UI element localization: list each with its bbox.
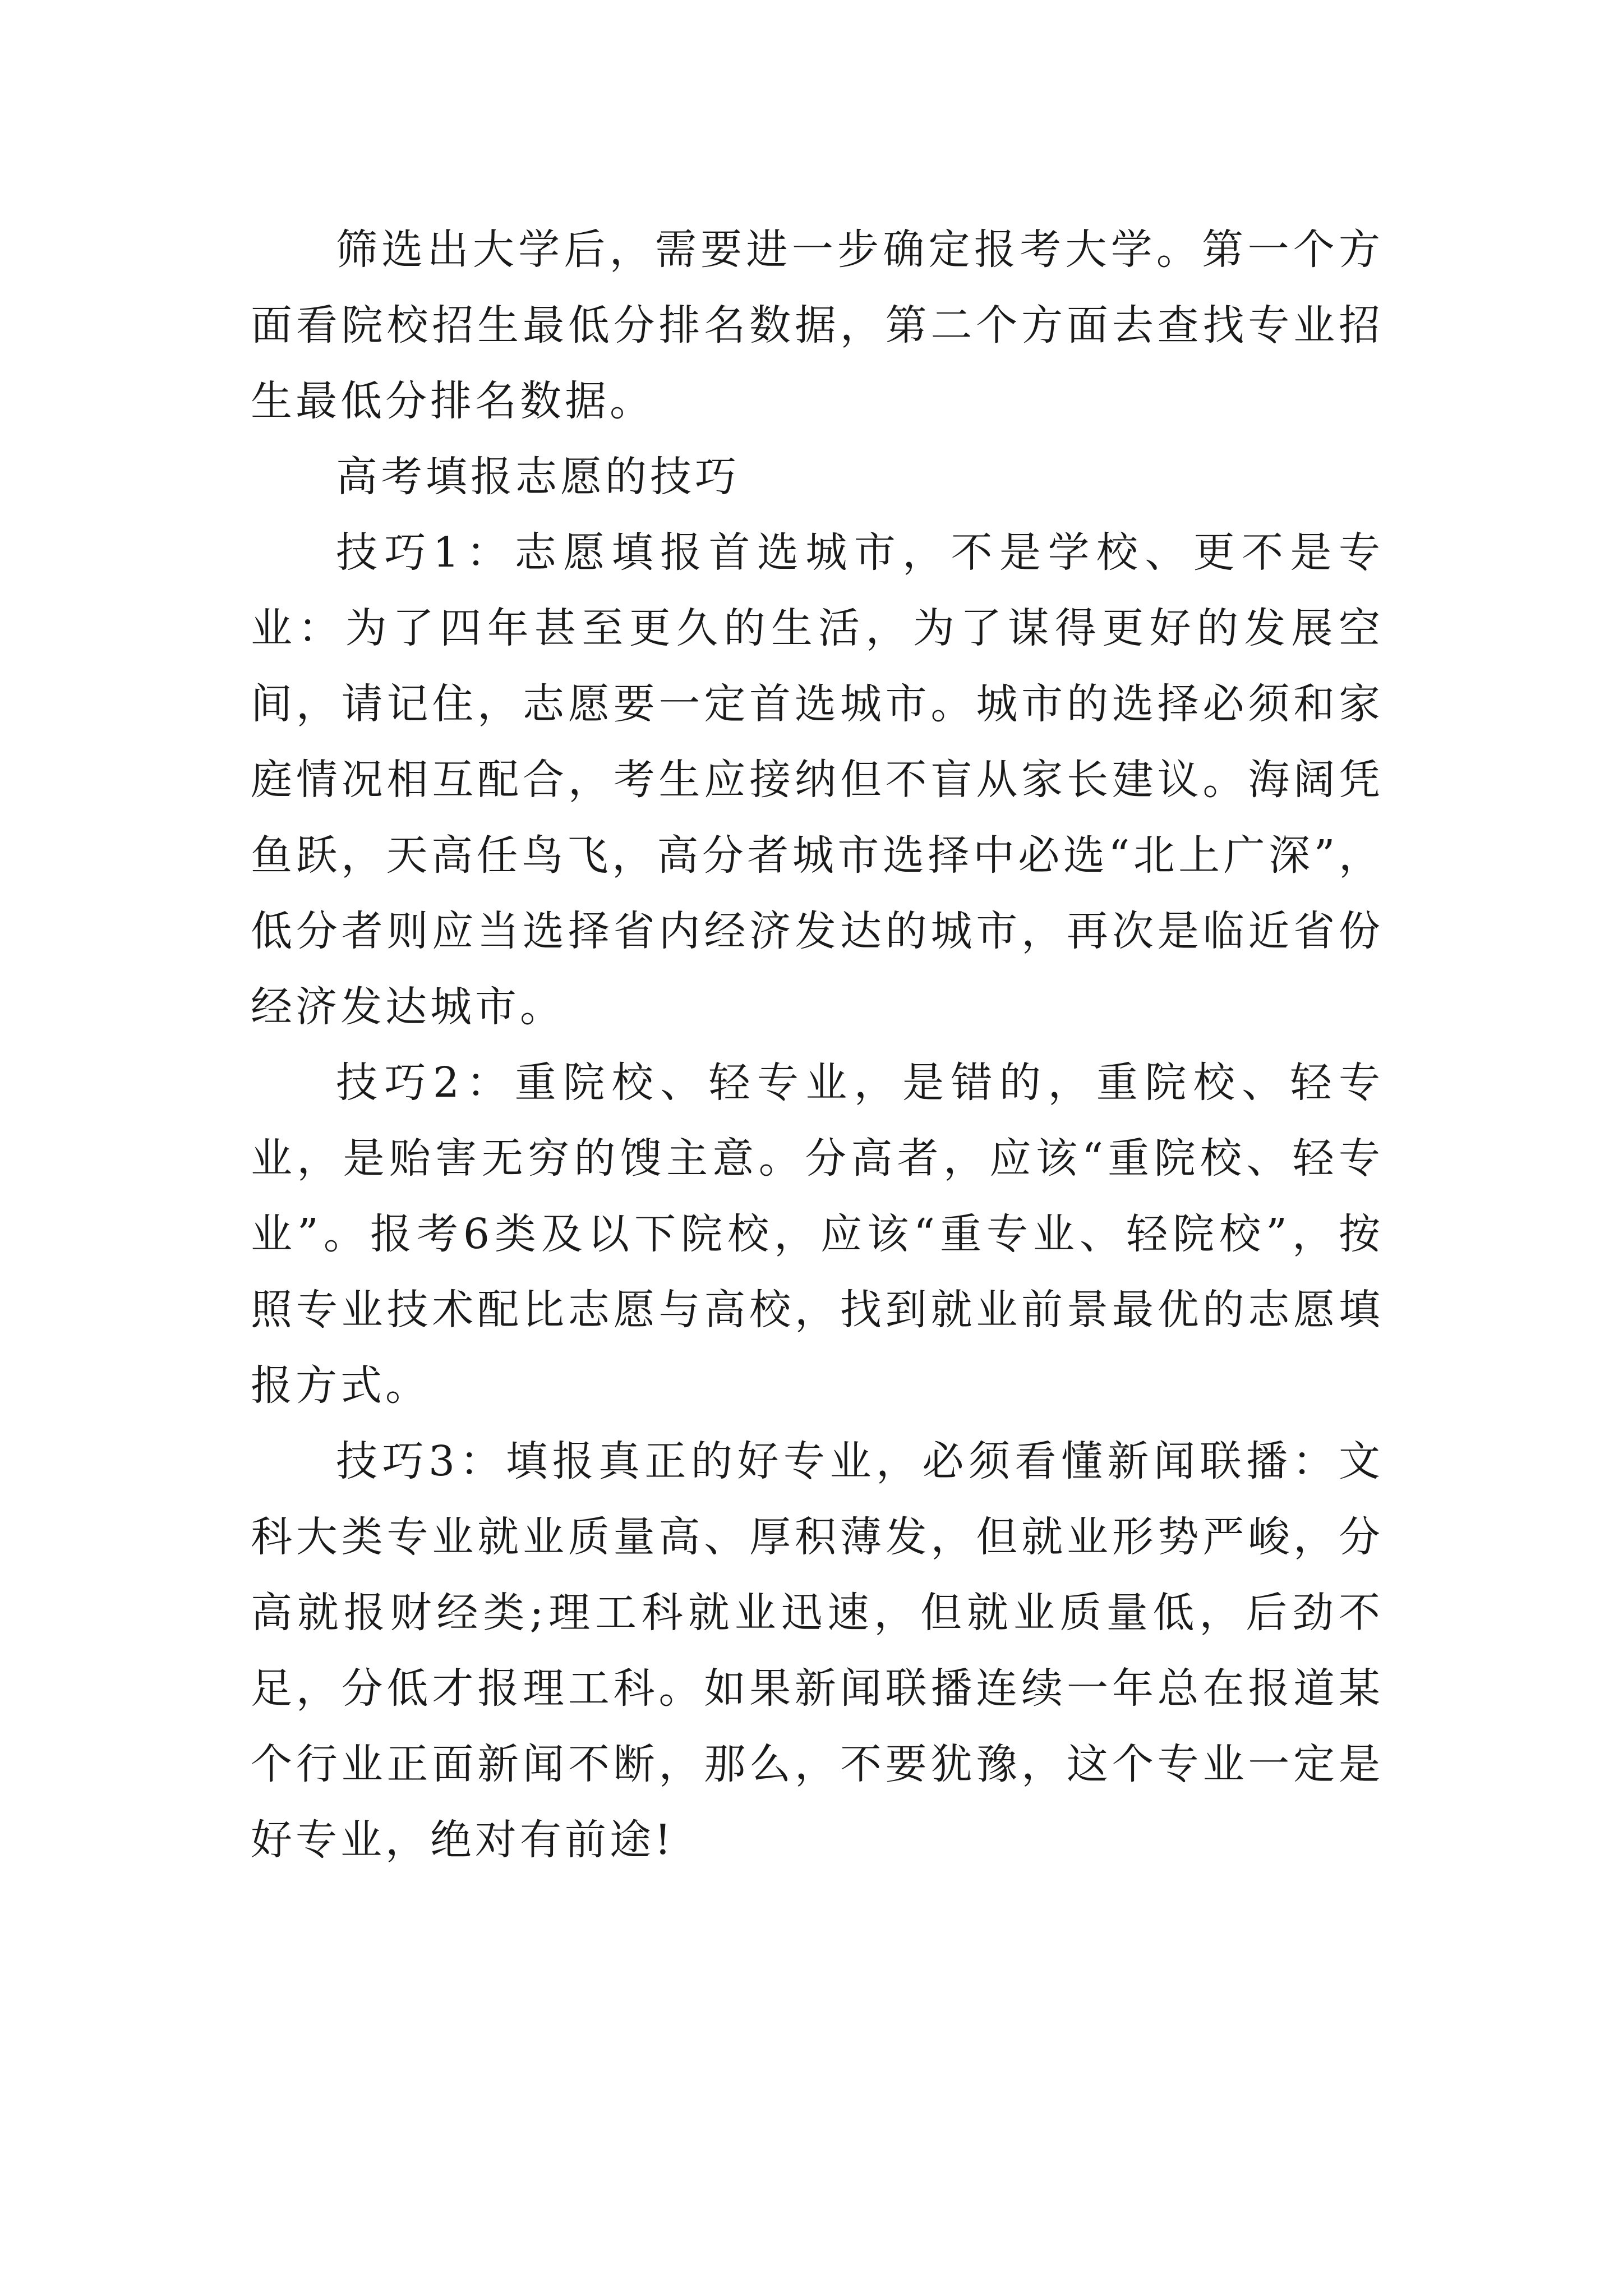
intro-paragraph: 筛选出大学后，需要进一步确定报考大学。第一个方面看院校招生最低分排名数据，第二个方面去查找专业招生最低分排名数据。 xyxy=(251,226,1384,425)
tip-3-paragraph: 技巧3：填报真正的好专业，必须看懂新闻联播：文科大类专业就业质量高、厚积薄发，但就业形势严峻，分高就报财经类;理工科就业迅速，但就业质量低，后劲不足，分低才报理工科。如果新闻联播连续一年总在报道某个行业正面新闻不断，那么，不要犹豫，这个专业一定是好专业，绝对有前途! xyxy=(251,1437,1384,1864)
tip-1-paragraph: 技巧1：志愿填报首选城市，不是学校、更不是专业：为了四年甚至更久的生活，为了谋得更好的发展空间，请记住，志愿要一定首选城市。城市的选择必须和家庭情况相互配合，考生应接纳但不盲从家长建议。海阔凭鱼跃，天高任鸟飞，高分者城市选择中必选“北上广深”，低分者则应当选择省内经济发达的城市，再次是临近省份经济发达城市。 xyxy=(251,528,1384,1031)
tip-2-paragraph: 技巧2：重院校、轻专业，是错的，重院校、轻专业，是贻害无穷的馊主意。分高者，应该“重院校、轻专业”。报考6类及以下院校，应该“重专业、轻院校”，按照专业技术配比志愿与高校，找到就业前景最优的志愿填报方式。 xyxy=(251,1059,1384,1410)
document-body xyxy=(251,212,1384,1878)
section-heading: 高考填报志愿的技巧 xyxy=(336,453,740,501)
